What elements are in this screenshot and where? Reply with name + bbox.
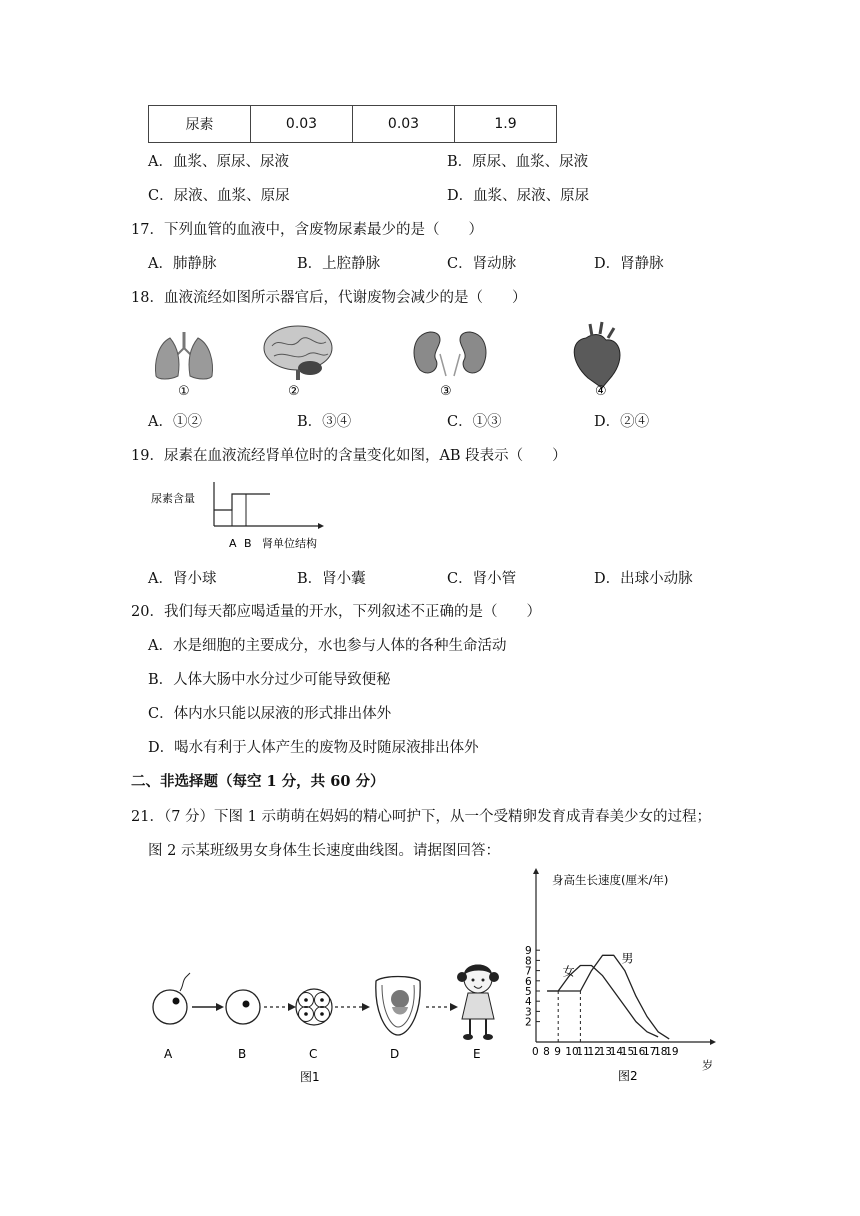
organ-label-4: ④ [595, 384, 607, 399]
fig1-development-diagram [140, 955, 510, 1085]
stage-label-c: C [309, 1047, 318, 1061]
stage-label-d: D [390, 1047, 400, 1061]
y-tick-label: 9 [525, 945, 532, 958]
table-cell-value: 0.03 [251, 106, 353, 143]
q20-stem: 20．我们每天都应喝适量的开水，下列叙述不正确的是（ ） [131, 604, 541, 620]
organ-label-1: ① [178, 384, 190, 399]
q19-urea-graph [148, 480, 338, 556]
x-tick-label: 0 [532, 1046, 539, 1058]
stage-label-a: A [164, 1047, 173, 1061]
stage-c-cells-icon [296, 989, 332, 1025]
stage-b-zygote-icon [226, 990, 260, 1024]
q17-stem: 17．下列血管的血液中，含废物尿素最少的是（ ） [131, 222, 483, 238]
stage-label-b: B [238, 1047, 247, 1061]
series-label: 男 [621, 951, 634, 966]
q19-graph-xlabel: 肾单位结构 [262, 537, 317, 550]
y-tick-label: 2 [525, 1016, 532, 1029]
fig2-growth-chart [514, 866, 728, 1086]
table-row [149, 106, 557, 143]
stage-a-egg-icon [153, 973, 190, 1024]
q19-stem: 19．尿素在血液流经肾单位时的含量变化如图，AB 段表示（ ） [131, 448, 567, 464]
q20-option-b[interactable]: B．人体大肠中水分过少可能导致便秘 [148, 672, 391, 688]
q20-option-c[interactable]: C．体内水只能以尿液的形式排出体外 [148, 706, 392, 722]
y-tick-label: 3 [525, 1006, 532, 1019]
table-cell-value: 1.9 [455, 106, 557, 143]
x-tick-label: 11 [576, 1046, 590, 1058]
table-cell-value: 0.03 [353, 106, 455, 143]
q17-option-d[interactable]: D．肾静脉 [594, 256, 664, 272]
brain-icon [264, 326, 332, 380]
q16-option-a[interactable]: A．血浆、原尿、尿液 [148, 154, 289, 170]
q19-label-a: A [229, 537, 237, 550]
fig1-caption: 图1 [300, 1070, 320, 1084]
y-tick-label: 5 [525, 986, 532, 998]
q18-option-b[interactable]: B．③④ [297, 414, 352, 430]
urea-table [148, 105, 557, 143]
q19-graph-ylabel: 尿素含量 [151, 492, 195, 505]
q19-option-a[interactable]: A．肾小球 [148, 571, 217, 587]
q17-option-c[interactable]: C．肾动脉 [447, 256, 517, 272]
q17-option-b[interactable]: B．上腔静脉 [297, 256, 381, 272]
organ-label-2: ② [288, 384, 300, 399]
q17-option-a[interactable]: A．肺静脉 [148, 256, 217, 272]
chart-xlabel: 岁 [702, 1059, 713, 1072]
q19-option-d[interactable]: D．出球小动脉 [594, 571, 693, 587]
heart-icon [574, 322, 620, 388]
q19-curve [214, 494, 246, 510]
stage-e-girl-icon [457, 965, 499, 1041]
fig2-caption: 图2 [618, 1069, 638, 1083]
q18-option-a[interactable]: A．①② [148, 414, 202, 430]
x-tick-label: 13 [598, 1046, 612, 1058]
x-tick-label: 10 [565, 1046, 579, 1058]
q20-option-a[interactable]: A．水是细胞的主要成分，水也参与人体的各种生命活动 [148, 638, 507, 654]
y-tick-label: 8 [525, 955, 532, 968]
q18-option-c[interactable]: C．①③ [447, 414, 502, 430]
section-title: 二、非选择题（每空 1 分，共 60 分） [131, 773, 385, 790]
q19-option-b[interactable]: B．肾小囊 [297, 571, 366, 587]
lungs-icon [156, 332, 213, 379]
x-tick-label: 9 [554, 1046, 561, 1058]
x-tick-label: 12 [587, 1046, 601, 1058]
x-tick-label: 17 [643, 1046, 657, 1058]
y-tick-label: 4 [525, 996, 532, 1009]
x-tick-label: 19 [665, 1046, 679, 1058]
x-tick-label: 15 [620, 1046, 635, 1058]
x-tick-label: 16 [631, 1046, 646, 1058]
stage-label-e: E [473, 1047, 481, 1061]
stage-d-fetus-icon [376, 977, 420, 1036]
q18-stem: 18．血液流经如图所示器官后，代谢废物会减少的是（ ） [131, 290, 527, 306]
kidneys-icon [414, 332, 486, 376]
q16-option-d[interactable]: D．血浆、尿液、原尿 [447, 188, 590, 204]
q19-option-c[interactable]: C．肾小管 [447, 571, 517, 587]
q20-option-d[interactable]: D．喝水有利于人体产生的废物及时随尿液排出体外 [148, 740, 479, 756]
x-tick-label: 14 [609, 1046, 624, 1058]
organ-label-3: ③ [440, 384, 452, 399]
q18-option-d[interactable]: D．②④ [594, 414, 650, 430]
q19-label-b: B [244, 537, 252, 550]
table-cell-label: 尿素 [149, 106, 251, 143]
x-tick-label: 8 [543, 1046, 550, 1058]
q16-option-c[interactable]: C．尿液、血浆、原尿 [148, 188, 290, 204]
y-tick-label: 7 [525, 965, 532, 978]
series-label: 女 [562, 964, 575, 979]
q16-option-b[interactable]: B．原尿、血浆、尿液 [447, 154, 589, 170]
y-tick-label: 6 [525, 975, 532, 988]
chart-title: 身高生长速度(厘米/年) [552, 873, 669, 887]
q21-line2: 图 2 示某班级男女身体生长速度曲线图。请据图回答： [148, 843, 500, 859]
x-tick-label: 18 [654, 1046, 668, 1058]
q18-organ-figure [140, 318, 700, 406]
q21-line1: 21．（7 分）下图 1 示萌萌在妈妈的精心呵护下，从一个受精卵发育成青春美少女的过程； [131, 809, 711, 825]
